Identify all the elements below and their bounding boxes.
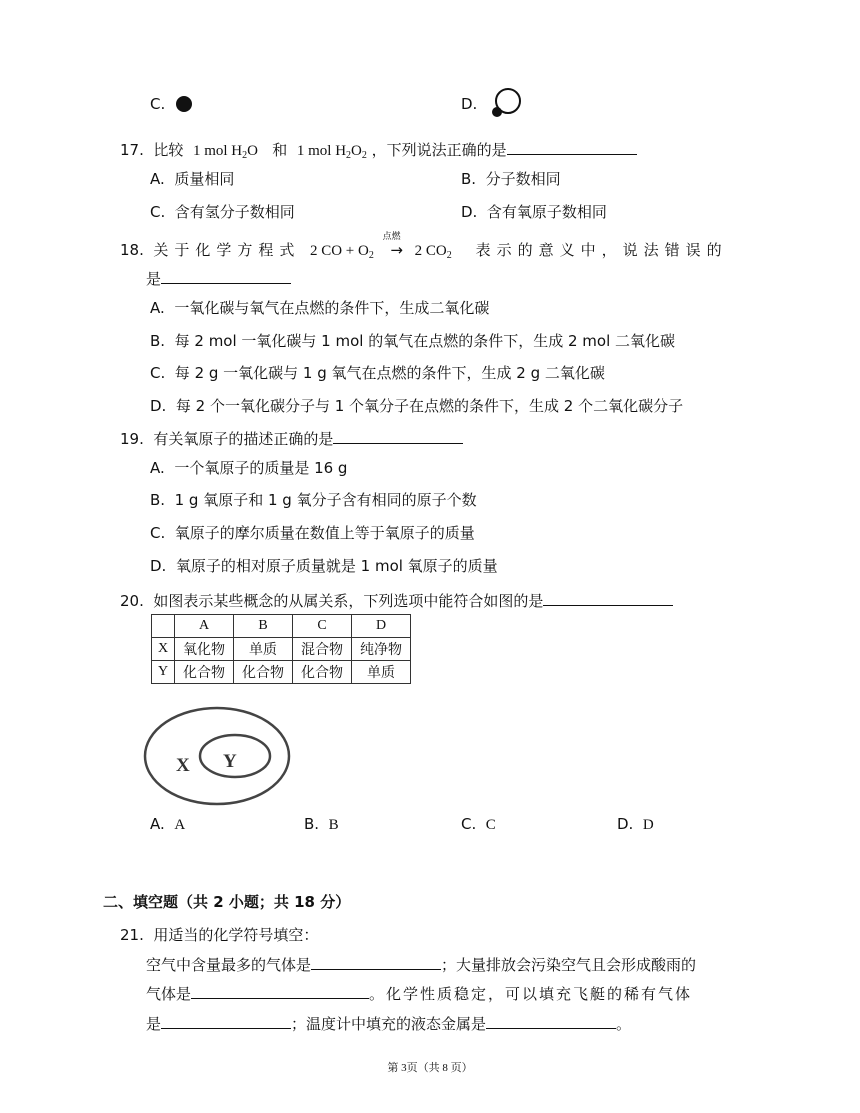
table-header-row — [152, 615, 411, 638]
option-text: 每 2 个一氧化碳分子与 1 个氧分子在点燃的条件下，生成 2 个二氧化碳分子 — [175, 397, 684, 415]
stem-text: 关于化学方程式 — [153, 241, 301, 259]
table-cell: B — [234, 615, 293, 638]
option-letter: D. — [461, 203, 478, 221]
question-number: 21. — [120, 926, 144, 944]
option-c — [150, 362, 605, 383]
question-number: 17. — [120, 141, 144, 159]
option-letter: C. — [461, 815, 477, 833]
table-cell: 纯净物 — [352, 638, 411, 661]
option-letter: C. — [150, 524, 166, 542]
option-text: 一氧化碳与氧气在点燃的条件下，生成二氧化碳 — [174, 299, 490, 317]
option-text: 每 2 mol 一氧化碳与 1 mol 的氧气在点燃的条件下，生成 2 mol 二氧化碳 — [174, 332, 676, 350]
option-text: 氧原子的摩尔质量在数值上等于氧原子的质量 — [174, 524, 475, 542]
option-c — [150, 522, 475, 543]
option-text: A — [174, 817, 186, 833]
option-a — [150, 168, 234, 189]
atom-model-icon — [488, 86, 524, 122]
stem-text: 有关氧原子的描述正确的是 — [153, 430, 334, 448]
option-text: 质量相同 — [174, 170, 235, 188]
answer-blank[interactable] — [161, 1014, 291, 1029]
outer-ellipse — [145, 708, 289, 804]
q21-line-1 — [146, 954, 696, 975]
q21-stem — [120, 924, 318, 945]
table-cell: D — [352, 615, 411, 638]
concept-table — [151, 614, 411, 684]
answer-blank[interactable] — [191, 984, 369, 999]
option-text: B — [328, 817, 339, 833]
option-text: 含有氧原子数相同 — [486, 203, 607, 221]
table-cell: 混合物 — [293, 638, 352, 661]
option-letter: B. — [304, 815, 320, 833]
subscript: 2 — [368, 250, 374, 261]
q21-line-3 — [146, 1013, 631, 1034]
table-cell: 化合物 — [175, 661, 234, 684]
q19-stem — [120, 428, 463, 449]
option-text: 含有氢分子数相同 — [174, 203, 295, 221]
option-a — [150, 297, 489, 318]
option-letter: B. — [150, 491, 166, 509]
option-letter: D. — [617, 815, 634, 833]
option-b — [150, 330, 675, 351]
answer-blank[interactable] — [543, 591, 673, 606]
option-letter: D. — [150, 397, 167, 415]
formula: O — [247, 143, 258, 159]
stem-text: 。 — [616, 1015, 632, 1033]
answer-blank[interactable] — [161, 269, 291, 284]
q18-stem-cont — [146, 268, 291, 289]
table-cell: A — [175, 615, 234, 638]
page-number: 第 3页（共 8 页） — [387, 1062, 473, 1074]
option-c — [150, 201, 295, 222]
option-d — [150, 555, 498, 576]
subscript: 2 — [346, 150, 352, 161]
answer-blank[interactable] — [507, 140, 637, 155]
question-number: 18. — [120, 241, 144, 259]
option-b — [304, 815, 339, 834]
option-a — [150, 815, 185, 834]
option-letter: A. — [150, 815, 165, 833]
stem-text: 和 — [272, 141, 288, 159]
option-text: 一个氧原子的质量是 16 g — [174, 459, 348, 477]
subscript: 2 — [446, 250, 452, 261]
q21-line-2 — [146, 983, 692, 1004]
stem-text: 空气中含量最多的气体是 — [146, 956, 312, 974]
stem-text: 是 — [146, 1015, 162, 1033]
option-letter: C. — [150, 203, 166, 221]
subscript: 2 — [242, 150, 248, 161]
q17-stem — [120, 139, 637, 161]
reaction-arrow: 点燃 → — [379, 241, 415, 259]
subscript: 2 — [361, 150, 367, 161]
stem-text: 。化学性质稳定，可以填充飞艇的稀有气体 — [369, 985, 693, 1003]
option-d — [461, 201, 607, 222]
venn-diagram — [143, 706, 293, 806]
option-letter: B. — [461, 170, 477, 188]
option-letter: C. — [150, 364, 166, 382]
q16-option-c — [150, 95, 165, 113]
q16-option-d — [461, 95, 477, 113]
table-cell: 化合物 — [293, 661, 352, 684]
q20-stem — [120, 590, 673, 611]
option-text: 分子数相同 — [485, 170, 561, 188]
option-a — [150, 457, 347, 478]
option-b — [150, 489, 477, 510]
option-letter: D. — [461, 95, 478, 113]
reaction-condition: 点燃 — [382, 232, 401, 242]
equation: 2 CO — [414, 243, 447, 259]
table-cell: 单质 — [352, 661, 411, 684]
formula: 1 mol H — [192, 143, 243, 159]
option-text: 氧原子的相对原子质量就是 1 mol 氧原子的质量 — [175, 557, 498, 575]
stem-text: 用适当的化学符号填空： — [153, 926, 319, 944]
stem-text: 表示的意义中，说法错误的 — [475, 241, 728, 259]
option-letter: A. — [150, 170, 165, 188]
option-text: 1 g 氧原子和 1 g 氧分子含有相同的原子个数 — [174, 491, 477, 509]
option-b — [461, 168, 561, 189]
stem-text: ；大量排放会污染空气且会形成酸雨的 — [441, 956, 697, 974]
table-cell: X — [152, 638, 175, 661]
stem-text: 气体是 — [146, 985, 192, 1003]
table-cell: Y — [152, 661, 175, 684]
outer-label: X — [176, 755, 190, 776]
stem-text: ，下列说法正确的是 — [371, 141, 507, 159]
answer-blank[interactable] — [486, 1014, 616, 1029]
table-row — [152, 638, 411, 661]
filled-circle-icon — [176, 96, 192, 112]
option-text: D — [642, 817, 654, 833]
option-c — [461, 815, 496, 834]
question-number: 20. — [120, 592, 144, 610]
table-cell: C — [293, 615, 352, 638]
option-d — [617, 815, 654, 834]
option-letter: B. — [150, 332, 166, 350]
inner-label: Y — [223, 751, 237, 772]
table-cell: 单质 — [234, 638, 293, 661]
answer-blank[interactable] — [333, 429, 463, 444]
option-letter: A. — [150, 459, 165, 477]
option-letter: C. — [150, 95, 166, 113]
equation: 2 CO + O — [309, 243, 369, 259]
stem-text: 如图表示某些概念的从属关系，下列选项中能符合如图的是 — [153, 592, 544, 610]
formula: O — [351, 143, 362, 159]
option-text: C — [485, 817, 496, 833]
option-d — [150, 395, 683, 416]
table-cell — [152, 615, 175, 638]
stem-text: ；温度计中填充的液态金属是 — [291, 1015, 487, 1033]
question-number: 19. — [120, 430, 144, 448]
stem-text: 是 — [146, 270, 162, 288]
formula: 1 mol H — [296, 143, 347, 159]
option-letter: D. — [150, 557, 167, 575]
table-cell: 化合物 — [234, 661, 293, 684]
section-title: 二、填空题（共 2 小题；共 18 分） — [103, 893, 351, 911]
q18-stem — [120, 232, 760, 261]
answer-blank[interactable] — [311, 955, 441, 970]
option-letter: A. — [150, 299, 165, 317]
option-text: 每 2 g 一氧化碳与 1 g 氧气在点燃的条件下，生成 2 g 二氧化碳 — [174, 364, 605, 382]
stem-text: 比较 — [153, 141, 184, 159]
table-row — [152, 661, 411, 684]
table-cell: 氧化物 — [175, 638, 234, 661]
